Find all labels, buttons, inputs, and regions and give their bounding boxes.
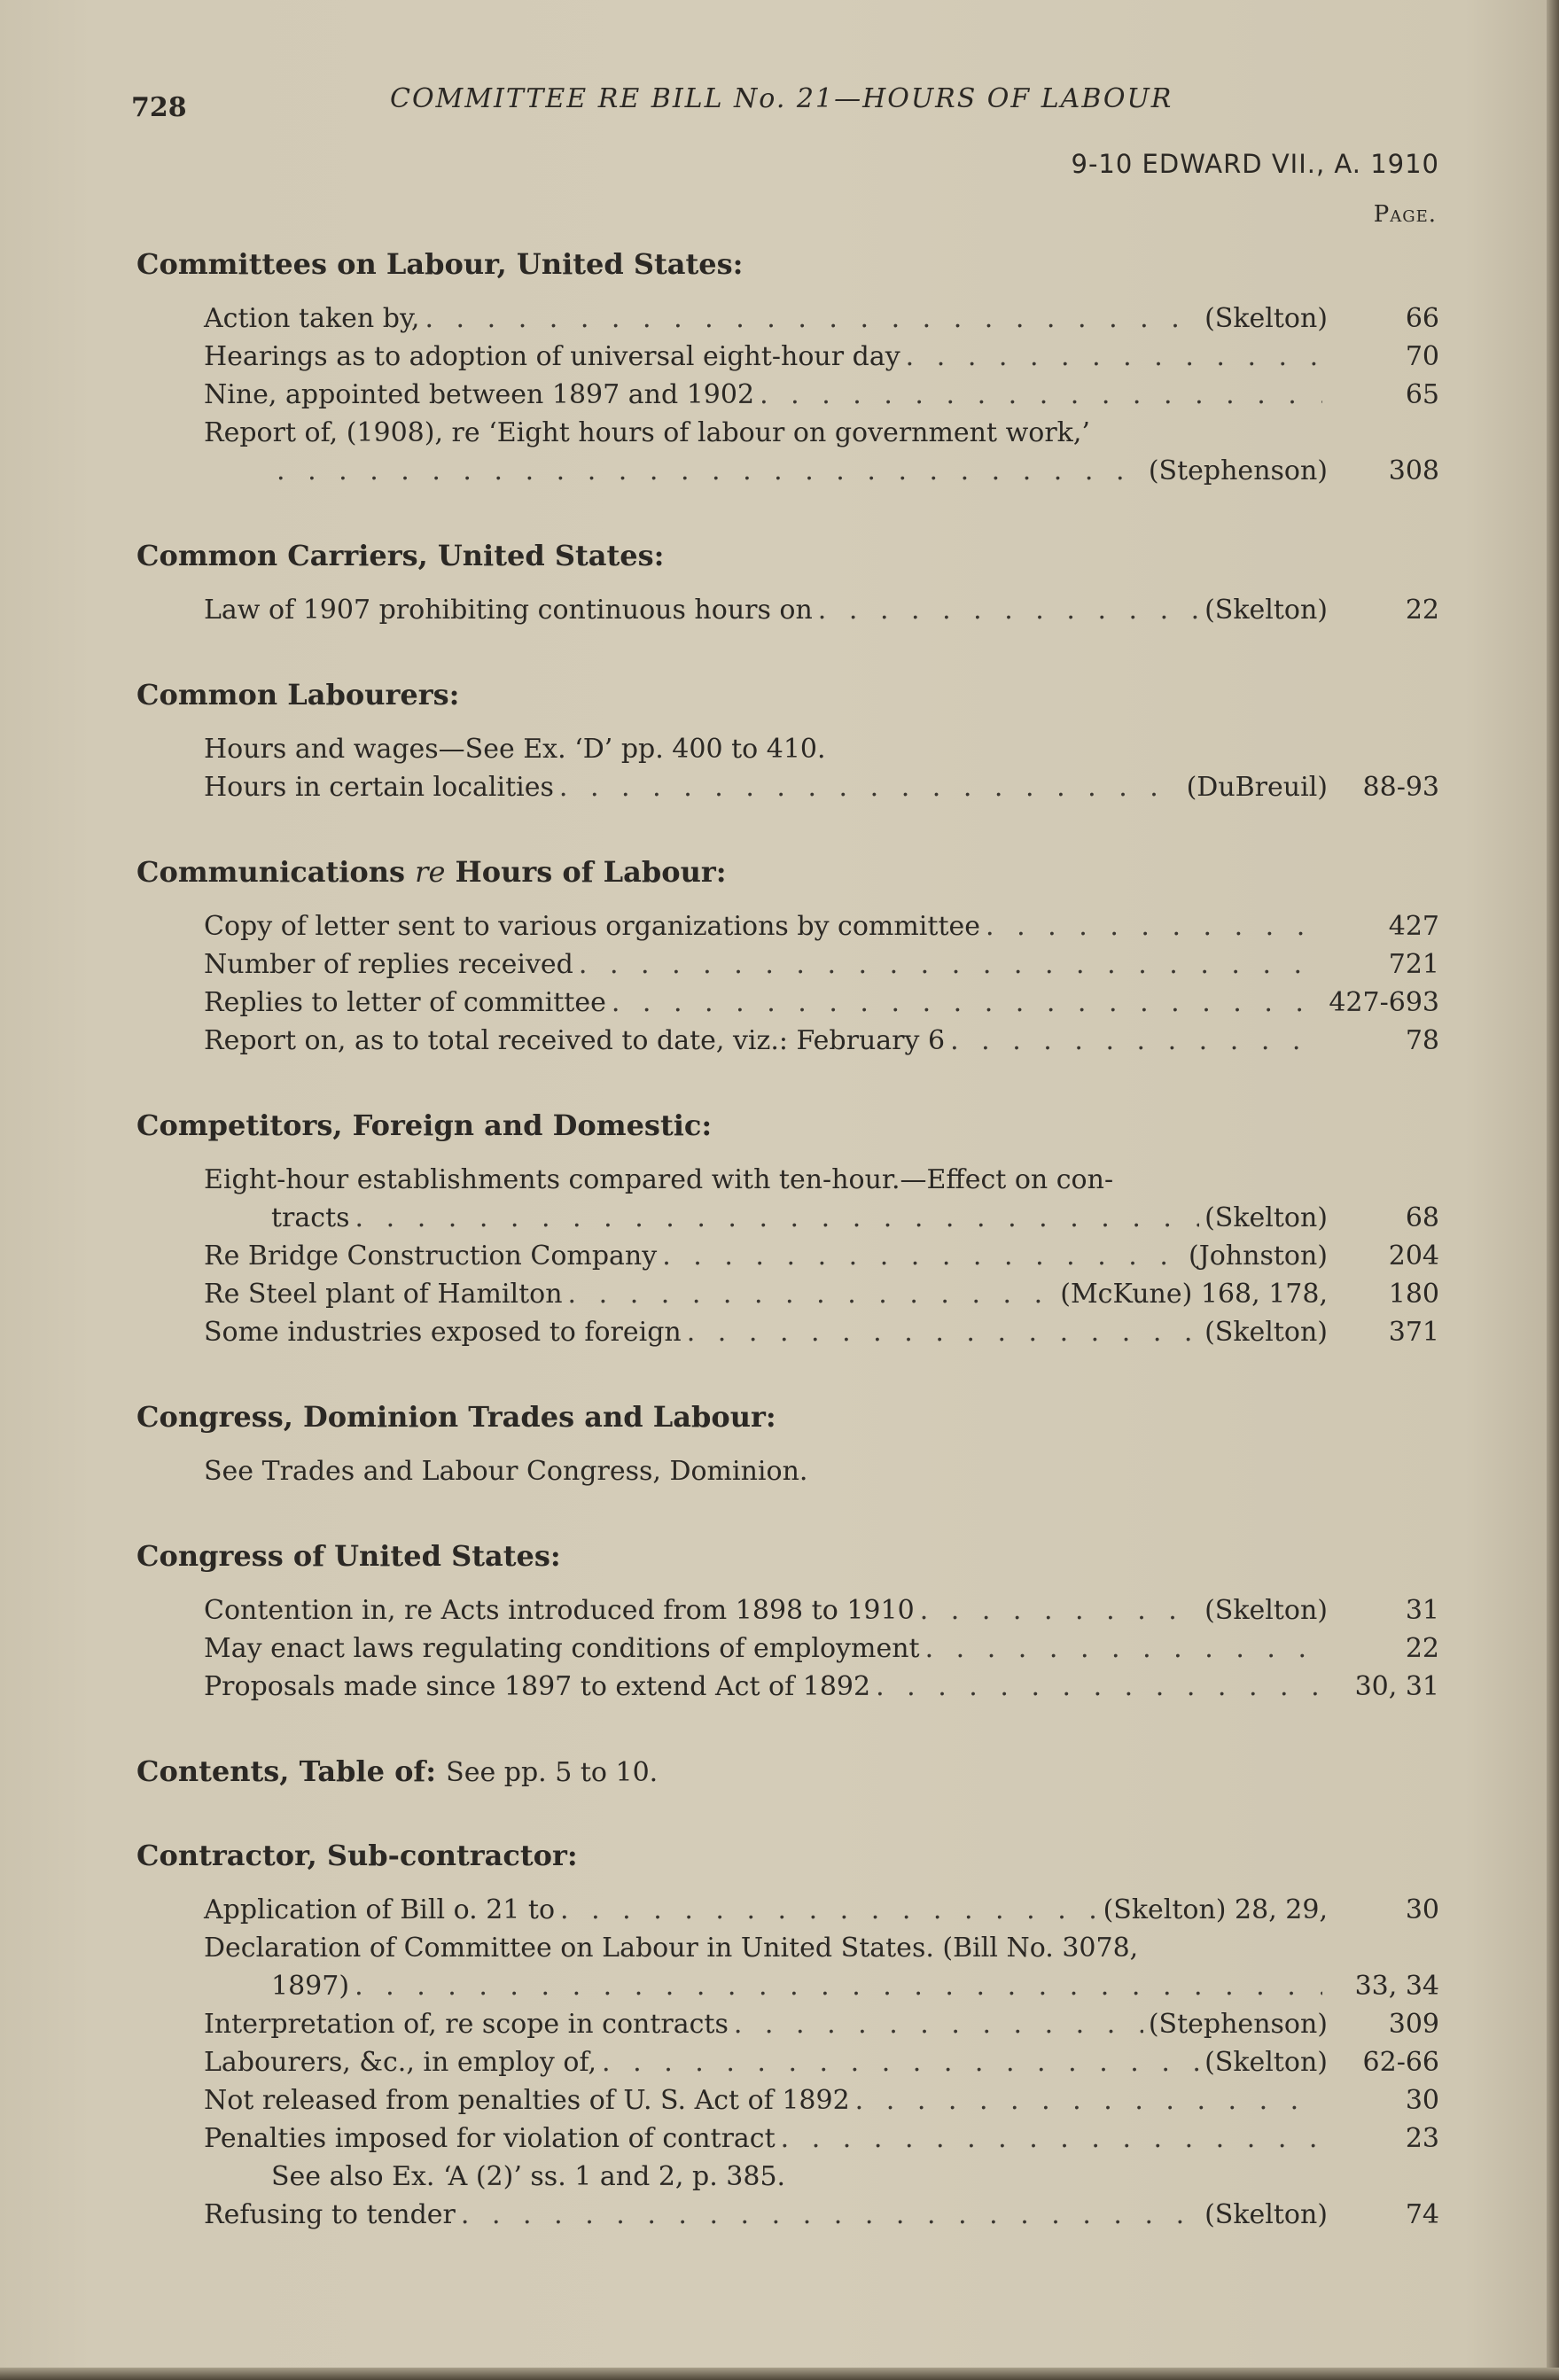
section-heading <box>136 538 1439 573</box>
entry-speaker: (Skelton) <box>1204 2198 1328 2230</box>
index-section <box>136 1108 1439 1351</box>
entry-speaker: (Skelton) <box>1204 1317 1328 1348</box>
page-number: 728 <box>131 92 187 123</box>
entry-list <box>136 299 1439 490</box>
index-entry <box>204 1022 1439 1060</box>
section-heading <box>136 1108 1439 1143</box>
index-entry <box>204 591 1439 629</box>
index-entry <box>204 1629 1439 1668</box>
index-entry <box>204 1161 1439 1199</box>
entry-page: 33, 34 <box>1354 1970 1439 2002</box>
index-section <box>136 538 1439 629</box>
entry-text: Nine, appointed between 1897 and 1902 <box>204 379 755 410</box>
index-entry <box>204 2043 1439 2081</box>
index-section <box>136 246 1439 490</box>
entry-page: 204 <box>1388 1241 1439 1272</box>
heading-text: Communications <box>136 855 405 889</box>
session-label: 9-10 EDWARD VII., A. 1910 <box>1071 149 1439 179</box>
entry-page: 721 <box>1388 949 1439 980</box>
index-section <box>136 1399 1439 1490</box>
leader-dots <box>425 299 1199 338</box>
entry-text: Declaration of Committee on Labour in United States. (Bill No. 3078, <box>204 1932 1139 1964</box>
entry-text: Eight-hour establishments compared with ten-hour.—Effect on con- <box>204 1164 1114 1195</box>
section-heading <box>136 677 1439 712</box>
section-heading <box>136 854 1439 890</box>
index-entry <box>204 730 1439 768</box>
leader-dots <box>950 1022 1322 1060</box>
index-entry <box>204 907 1439 945</box>
entry-text: Hours in certain localities <box>204 772 554 803</box>
leader-dots <box>461 2196 1199 2234</box>
index-entry <box>204 299 1439 338</box>
entry-list <box>136 1591 1439 1706</box>
entry-page: 22 <box>1405 595 1439 626</box>
index-entry <box>204 2081 1439 2119</box>
index-entry <box>204 945 1439 984</box>
page-bottom-shadow <box>0 2368 1559 2380</box>
leader-dots <box>876 1668 1322 1706</box>
index-section <box>136 854 1439 1060</box>
leader-dots <box>925 1629 1322 1668</box>
entry-page: 22 <box>1405 1633 1439 1664</box>
page-edge-shadow <box>1547 0 1559 2380</box>
entry-text: Re Bridge Construction Company <box>204 1241 658 1272</box>
entry-list <box>136 1452 1439 1490</box>
entry-page: 66 <box>1405 303 1439 334</box>
page-column-label: Page. <box>1373 201 1437 228</box>
heading-text-rest: Hours of Labour: <box>455 855 727 889</box>
index-entry-continuation <box>204 1967 1439 2005</box>
section-heading <box>136 1399 1439 1435</box>
index-entry <box>204 2196 1439 2234</box>
entry-text: Report of, (1908), re ‘Eight hours of labour on government work,’ <box>204 417 1090 448</box>
index-entry <box>204 1668 1439 1706</box>
entry-page: 68 <box>1405 1202 1439 1233</box>
entry-page: 308 <box>1388 455 1439 486</box>
heading-text: Contractor, Sub-contractor: <box>136 1838 578 1872</box>
index-entry <box>204 2119 1439 2158</box>
entry-text: Hours and wages—See Ex. ‘D’ pp. 400 to 410. <box>204 734 826 765</box>
entry-text: Replies to letter of committee <box>204 987 606 1018</box>
entry-list <box>136 1161 1439 1351</box>
entry-speaker: (DuBreuil) <box>1186 772 1328 803</box>
entry-text-continued: tracts <box>271 1202 350 1233</box>
heading-text: Congress of United States: <box>136 1539 561 1573</box>
entry-text: Interpretation of, re scope in contracts <box>204 2008 729 2040</box>
index-section <box>136 677 1439 806</box>
index-section <box>136 1538 1439 1706</box>
entry-text: Some industries exposed to foreign <box>204 1317 682 1348</box>
index-entry <box>204 984 1439 1022</box>
entry-page: 31 <box>1405 1595 1439 1626</box>
heading-cross-reference: See pp. 5 to 10. <box>446 1757 659 1788</box>
running-head: COMMITTEE RE BILL No. 21—HOURS OF LABOUR <box>390 83 1173 114</box>
index-entry <box>204 768 1439 806</box>
entry-speaker: (Skelton) <box>1204 303 1328 334</box>
entry-list <box>136 1891 1439 2234</box>
leader-dots <box>734 2005 1143 2043</box>
entry-text: Copy of letter sent to various organizations by committee <box>204 911 981 942</box>
entry-text: Penalties imposed for violation of contract <box>204 2122 776 2154</box>
entry-text: Law of 1907 prohibiting continuous hours on <box>204 595 813 626</box>
leader-dots <box>855 2081 1322 2119</box>
entry-text: Re Steel plant of Hamilton <box>204 1279 563 1310</box>
heading-text: Congress, Dominion Trades and Labour: <box>136 1400 776 1434</box>
index-entry-continuation <box>204 452 1439 490</box>
entry-speaker: (Stephenson) <box>1148 2008 1328 2040</box>
entry-text: Action taken by, <box>204 303 420 334</box>
entry-speaker: (Skelton) <box>1204 2046 1328 2078</box>
entry-text: Application of Bill o. 21 to <box>204 1894 556 1925</box>
heading-text: Committees on Labour, United States: <box>136 247 744 281</box>
entry-speaker: (McKune) 168, 178, <box>1060 1279 1328 1310</box>
entry-speaker: (Skelton) <box>1204 1202 1328 1233</box>
entry-text: May enact laws regulating conditions of employment <box>204 1633 920 1664</box>
entry-text: Contention in, re Acts introduced from 1898 to 1910 <box>204 1595 915 1626</box>
leader-dots <box>602 2043 1199 2081</box>
index-entry <box>204 1275 1439 1313</box>
index-entry <box>204 1591 1439 1629</box>
entry-text: Number of replies received <box>204 949 573 980</box>
leader-dots <box>277 452 1143 490</box>
leader-dots <box>760 376 1322 414</box>
entry-page: 30 <box>1405 2084 1439 2116</box>
entry-page: 30, 31 <box>1354 1671 1439 1702</box>
entry-page: 70 <box>1405 341 1439 372</box>
heading-italic: re <box>415 855 446 889</box>
index-section <box>136 1754 1439 1790</box>
entry-speaker: (Johnston) <box>1189 1241 1328 1272</box>
leader-dots <box>355 1199 1200 1237</box>
entry-page: 74 <box>1405 2198 1439 2230</box>
section-heading <box>136 1538 1439 1574</box>
leader-dots <box>559 768 1181 806</box>
leader-dots <box>781 2119 1322 2158</box>
index-entry <box>204 1891 1439 1929</box>
entry-page: 88-93 <box>1362 772 1439 803</box>
leader-dots <box>920 1591 1199 1629</box>
heading-text: Competitors, Foreign and Domestic: <box>136 1108 713 1142</box>
entry-list <box>136 907 1439 1060</box>
leader-dots <box>818 591 1199 629</box>
leader-dots <box>355 1967 1322 2005</box>
leader-dots <box>986 907 1322 945</box>
cross-reference: See Trades and Labour Congress, Dominion. <box>204 1456 808 1487</box>
entry-page: 23 <box>1405 2122 1439 2154</box>
section-heading <box>136 1754 1439 1790</box>
entry-speaker: (Skelton) <box>1204 595 1328 626</box>
index-content <box>136 246 1439 2282</box>
leader-dots <box>612 984 1309 1022</box>
entry-text: Proposals made since 1897 to extend Act of 1892 <box>204 1671 871 1702</box>
index-entry <box>204 1313 1439 1351</box>
index-entry <box>204 338 1439 376</box>
entry-page: 62-66 <box>1362 2046 1439 2078</box>
entry-text-continued: 1897) <box>271 1970 350 2002</box>
leader-dots <box>687 1313 1199 1351</box>
entry-list <box>136 730 1439 806</box>
index-entry-continuation <box>204 1199 1439 1237</box>
entry-text: Hearings as to adoption of universal eight-hour day <box>204 341 900 372</box>
index-entry <box>204 1929 1439 1967</box>
index-entry <box>204 376 1439 414</box>
entry-page: 65 <box>1405 379 1439 410</box>
index-section <box>136 1838 1439 2234</box>
entry-page: 427 <box>1388 911 1439 942</box>
index-entry <box>204 2005 1439 2043</box>
index-entry <box>204 414 1439 452</box>
leader-dots <box>568 1275 1056 1313</box>
entry-list <box>136 591 1439 629</box>
section-heading <box>136 1838 1439 1873</box>
entry-text: Labourers, &c., in employ of, <box>204 2046 597 2078</box>
heading-text: Common Carriers, United States: <box>136 539 665 572</box>
cross-reference-note: See also Ex. ‘A (2)’ ss. 1 and 2, p. 385. <box>271 2160 786 2192</box>
entry-page: 30 <box>1405 1894 1439 1925</box>
entry-text: Refusing to tender <box>204 2198 456 2230</box>
leader-dots <box>560 1891 1098 1929</box>
entry-page: 427-693 <box>1329 987 1439 1018</box>
entry-text: Report on, as to total received to date, viz.: February 6 <box>204 1025 946 1056</box>
entry-page: 180 <box>1388 1279 1439 1310</box>
entry-page: 371 <box>1388 1317 1439 1348</box>
entry-speaker: (Stephenson) <box>1148 455 1328 486</box>
section-heading <box>136 246 1439 282</box>
leader-dots <box>662 1237 1183 1275</box>
index-entry <box>204 1237 1439 1275</box>
leader-dots <box>906 338 1322 376</box>
entry-speaker: (Skelton) 28, 29, <box>1103 1894 1328 1925</box>
heading-text: Common Labourers: <box>136 678 460 712</box>
heading-text: Contents, Table of: <box>136 1754 436 1788</box>
leader-dots <box>579 945 1322 984</box>
entry-speaker: (Skelton) <box>1204 1595 1328 1626</box>
entry-text: Not released from penalties of U. S. Act of 1892 <box>204 2084 850 2116</box>
entry-page: 309 <box>1388 2008 1439 2040</box>
entry-page: 78 <box>1405 1025 1439 1056</box>
